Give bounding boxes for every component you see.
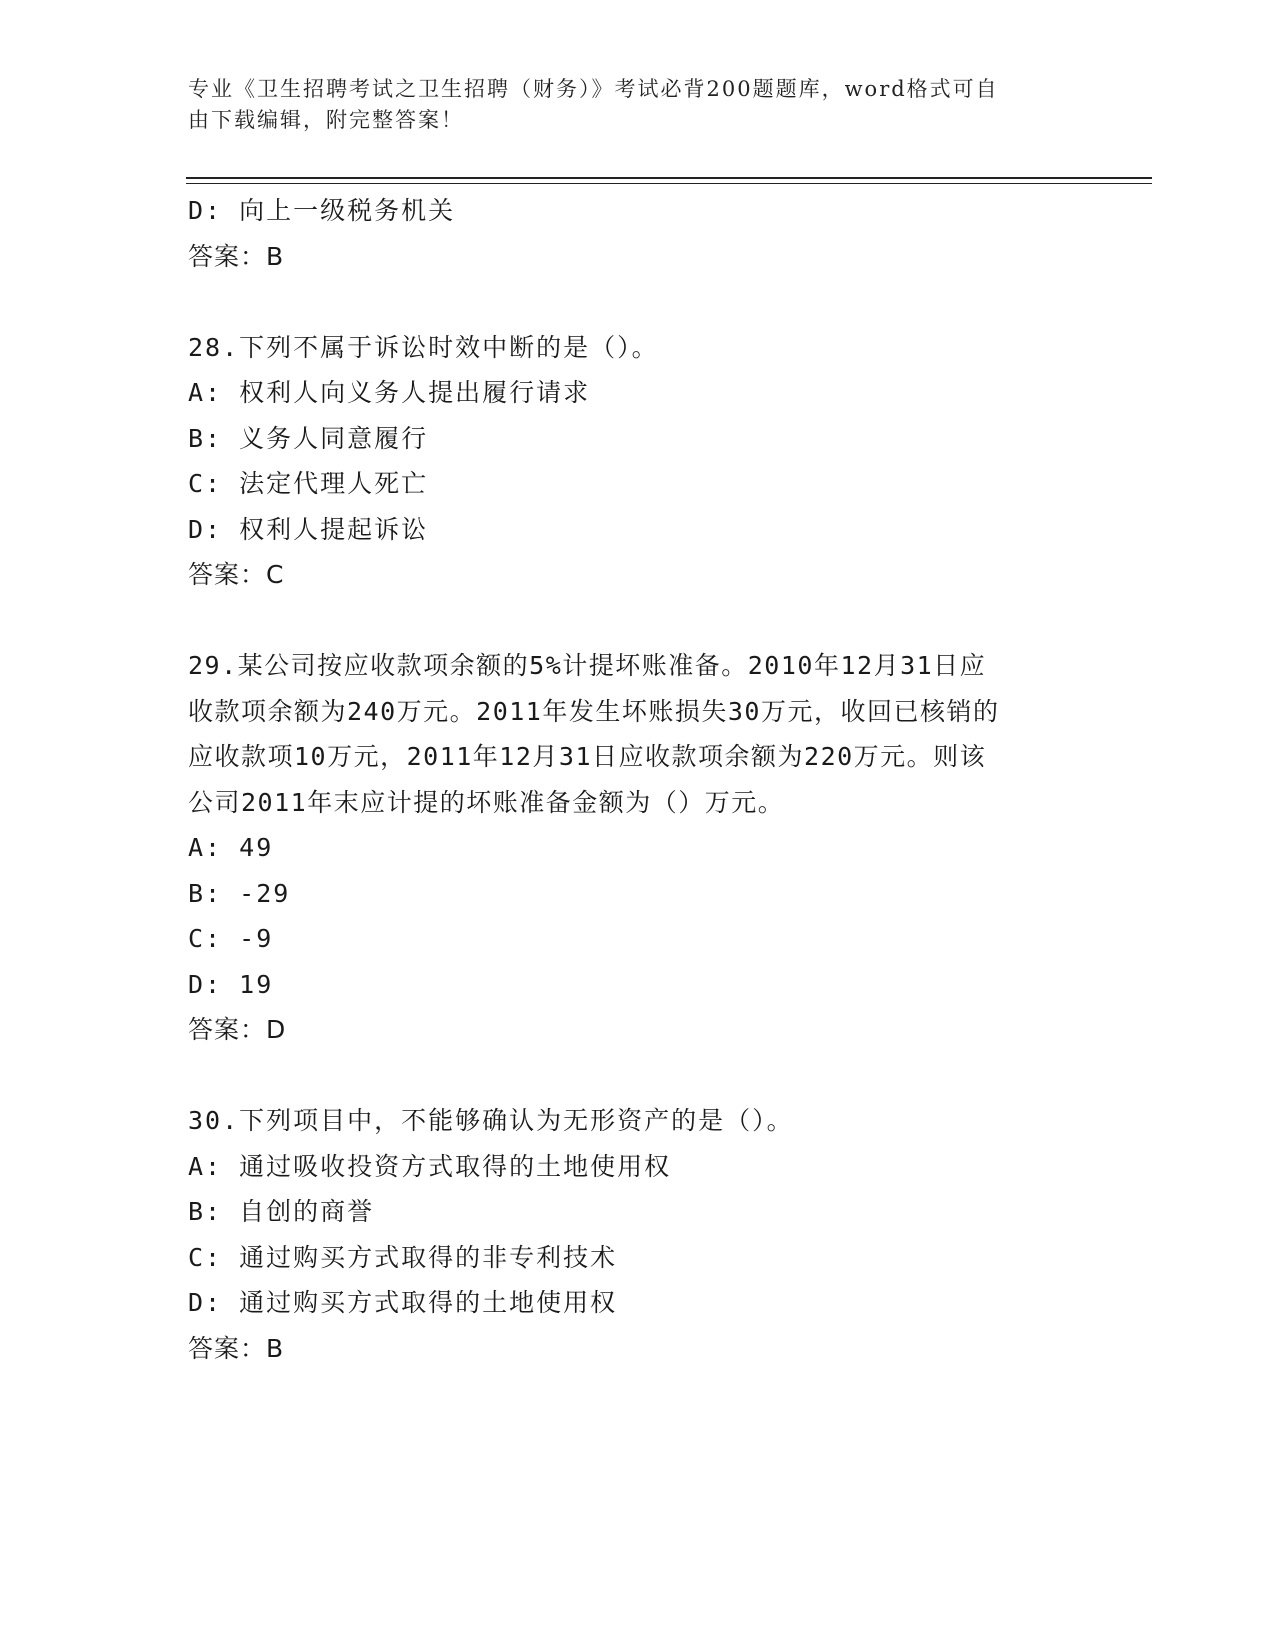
option-d: D: 通过购买方式取得的土地使用权 bbox=[188, 1288, 618, 1317]
previous-question-tail bbox=[188, 188, 1088, 279]
option-b: B: 义务人同意履行 bbox=[188, 423, 429, 453]
header-line-1: 专业《卫生招聘考试之卫生招聘（财务）》考试必背200题题库，word格式可自 bbox=[188, 77, 999, 101]
option-d: D: 19 bbox=[188, 969, 274, 999]
option-b: B: 自创的商誉 bbox=[188, 1197, 375, 1226]
option-c: C: 法定代理人死亡 bbox=[188, 469, 429, 498]
option-a: A: 权利人向义务人提出履行请求 bbox=[188, 378, 591, 407]
header-divider-thick bbox=[186, 177, 1152, 179]
question-stem-line-2: 收款项余额为240万元。2011年发生坏账损失30万元，收回已核销的 bbox=[188, 696, 1000, 726]
answer: 答案：B bbox=[188, 1333, 285, 1363]
question-29 bbox=[188, 643, 1088, 1053]
document-header bbox=[188, 74, 1088, 136]
option-c: C: -9 bbox=[188, 924, 274, 953]
header-divider-thin bbox=[186, 183, 1152, 184]
question-30 bbox=[188, 1098, 1088, 1371]
option-a: A: 49 bbox=[188, 833, 274, 862]
question-stem-line-3: 应收款项10万元，2011年12月31日应收款项余额为220万元。则该 bbox=[188, 742, 987, 771]
question-stem: 28.下列不属于诉讼时效中断的是（）。 bbox=[188, 332, 659, 362]
option-b: B: -29 bbox=[188, 878, 291, 908]
header-line-2: 由下载编辑，附完整答案！ bbox=[188, 108, 464, 132]
answer: 答案：C bbox=[188, 560, 285, 589]
answer: 答案：B bbox=[188, 241, 285, 271]
question-stem-line-4: 公司2011年末应计提的坏账准备金额为（）万元。 bbox=[188, 787, 785, 817]
option-c: C: 通过购买方式取得的非专利技术 bbox=[188, 1242, 618, 1272]
question-list bbox=[188, 188, 1088, 1371]
question-28 bbox=[188, 325, 1088, 598]
answer: 答案：D bbox=[188, 1015, 287, 1044]
option-d: D: 权利人提起诉讼 bbox=[188, 514, 429, 544]
question-stem: 30.下列项目中，不能够确认为无形资产的是（）。 bbox=[188, 1106, 794, 1135]
question-stem-line-1: 29.某公司按应收款项余额的5%计提坏账准备。2010年12月31日应 bbox=[188, 651, 987, 680]
option-d: D: 向上一级税务机关 bbox=[188, 196, 456, 225]
option-a: A: 通过吸收投资方式取得的土地使用权 bbox=[188, 1151, 672, 1181]
